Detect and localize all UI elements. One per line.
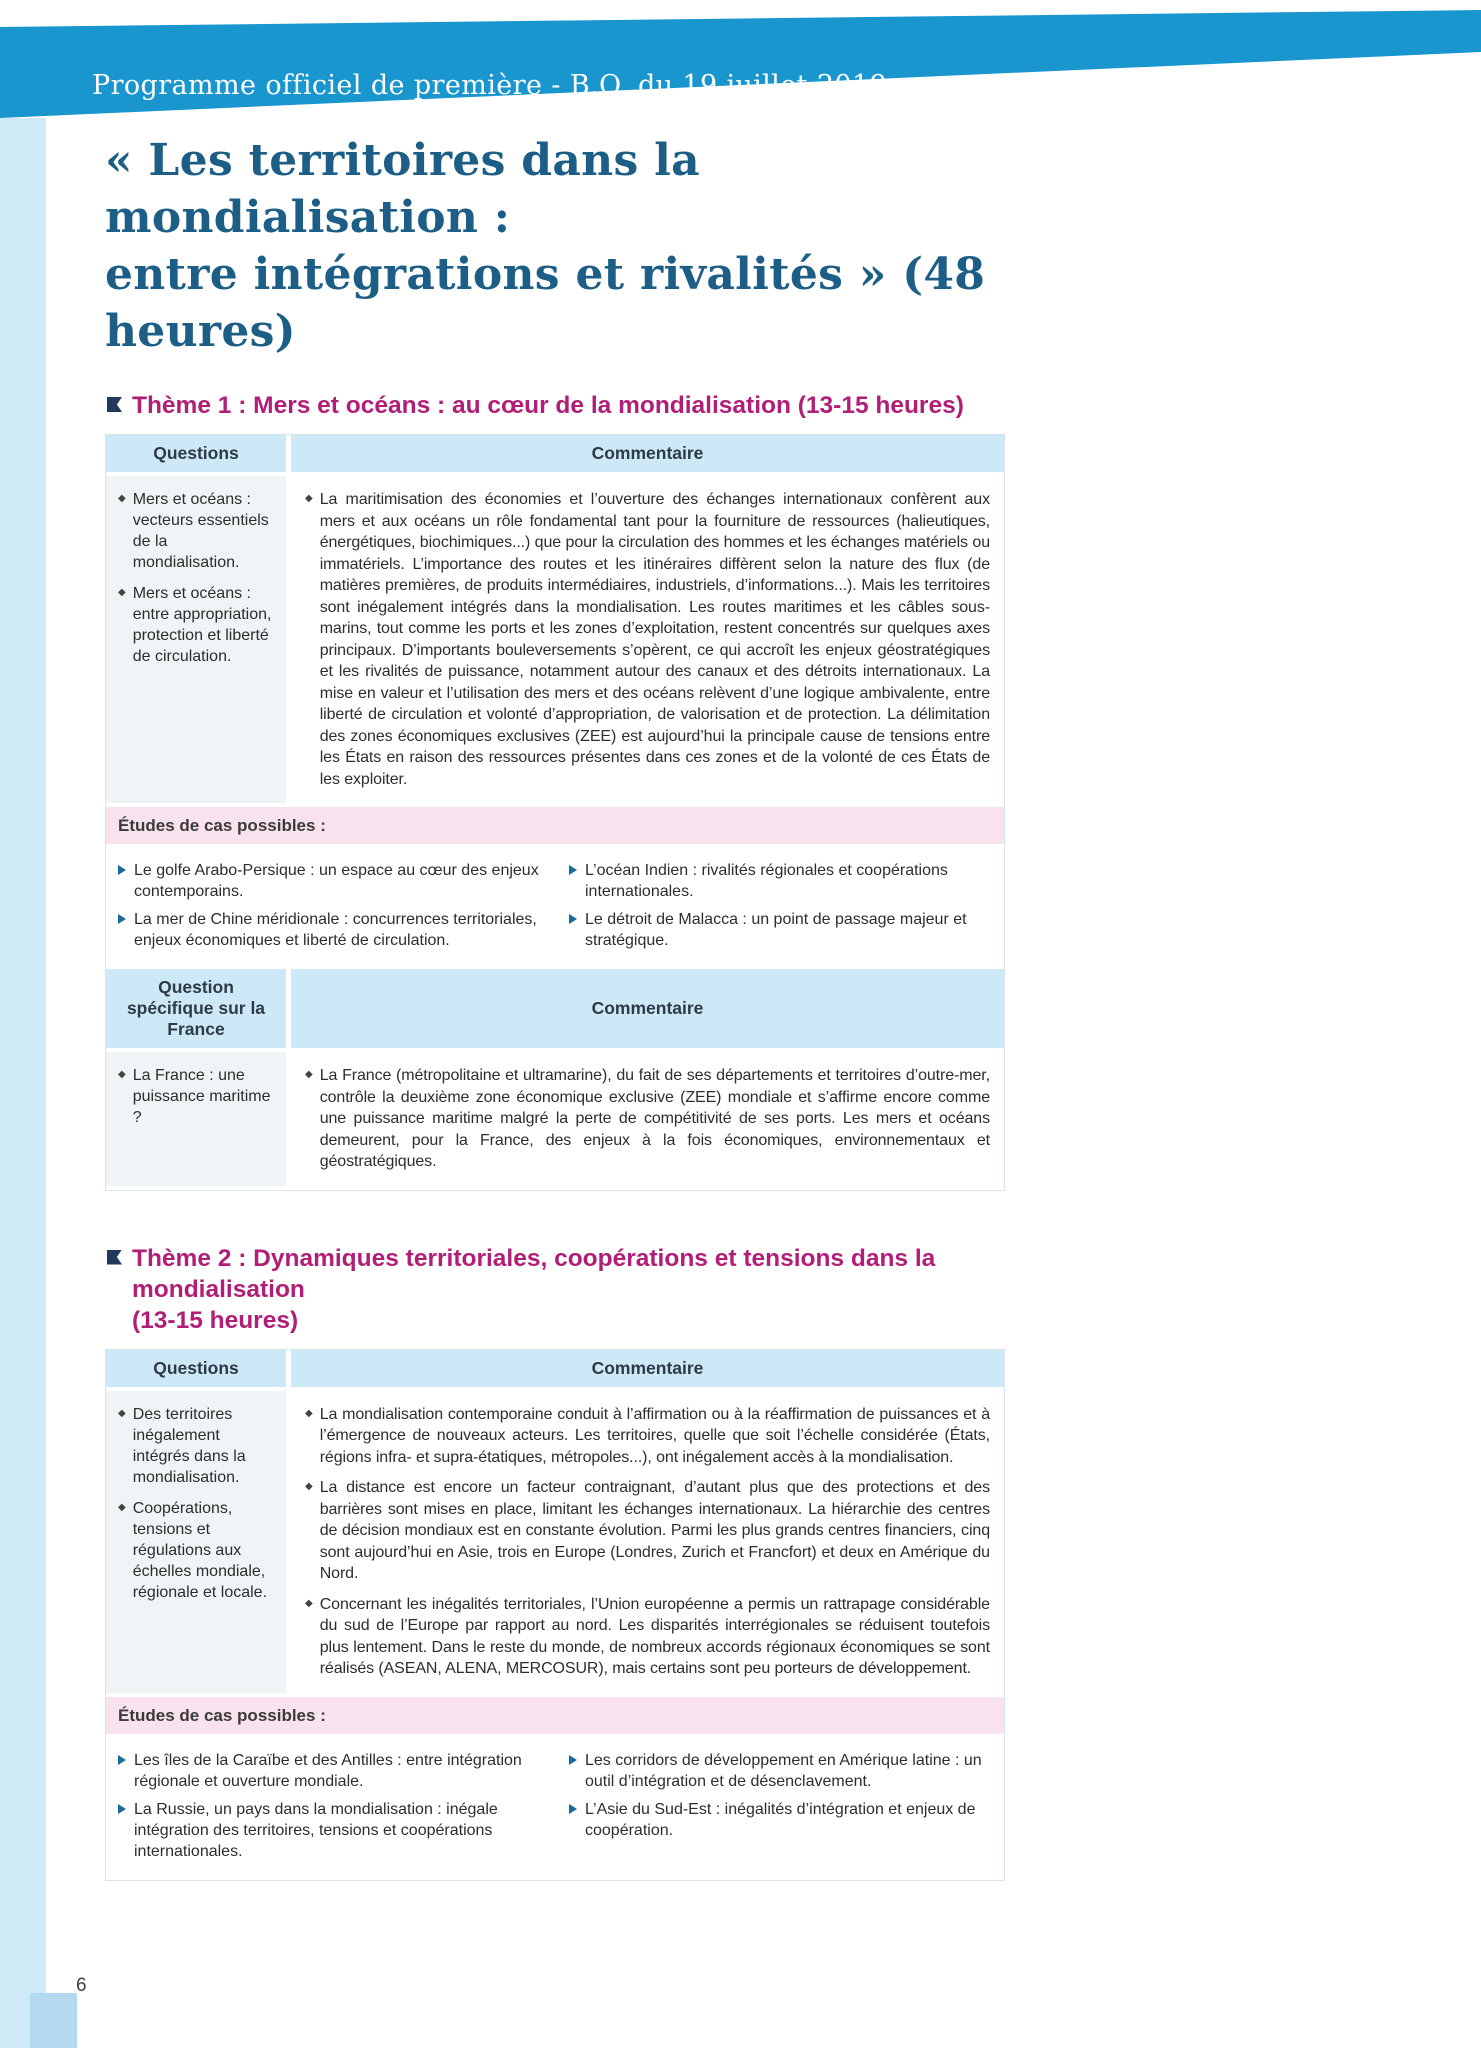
- theme1-case-studies: [106, 844, 1004, 969]
- diamond-bullet-icon: ◆: [305, 1069, 313, 1080]
- theme2-commentaire-cell: [291, 1391, 1004, 1693]
- theme1-table: [105, 434, 1005, 1191]
- arrow-bullet-icon: [569, 1804, 577, 1814]
- case-item: [118, 909, 541, 951]
- question-item: [118, 1498, 276, 1603]
- france-header-row: [106, 969, 1004, 1048]
- question-text: Des territoires inégalement intégrés dans la mondialisation.: [132, 1405, 246, 1486]
- theme-bookmark-icon: [107, 1250, 122, 1265]
- diamond-bullet-icon: ◆: [118, 493, 126, 504]
- commentaire-text: La mondialisation contemporaine conduit à l’affirmation ou à la réaffirmation de puissances et à l’émergence de nouveaux acteurs. Les territoires, quelle que soit l’échelle considérée (États, régions infra- et supra-étatiques, métropoles...), ont inégalement accès à la mondialisation.: [319, 1405, 990, 1466]
- france-row: [106, 1052, 1004, 1186]
- arrow-bullet-icon: [118, 865, 126, 875]
- banner-title: Programme officiel de première - B.O. du 19 juillet 2019: [92, 70, 888, 101]
- question-item: [118, 1065, 276, 1128]
- case-item: [569, 860, 992, 902]
- theme2-heading-text: [132, 1243, 1005, 1336]
- question-text: Coopérations, tensions et régulations aux échelles mondiale, régionale et locale.: [132, 1499, 268, 1601]
- diamond-bullet-icon: ◆: [305, 1597, 313, 1609]
- diamond-bullet-icon: ◆: [118, 1069, 126, 1080]
- question-item: [118, 583, 276, 667]
- diamond-bullet-icon: ◆: [118, 587, 126, 598]
- case-item: [118, 1799, 541, 1862]
- theme2-case-studies-band: Études de cas possibles :: [106, 1697, 1004, 1734]
- case-item: [569, 909, 992, 951]
- theme1-main-row: [106, 476, 1004, 803]
- commentaire-header-cell: Commentaire: [291, 969, 1004, 1048]
- page-title-line1: « Les territoires dans la mondialisation :: [105, 135, 700, 243]
- arrow-bullet-icon: [118, 1755, 126, 1765]
- theme1-case-studies-band: Études de cas possibles :: [106, 807, 1004, 844]
- case-text: La mer de Chine méridionale : concurrences territoriales, enjeux économiques et liberté de circulation.: [134, 911, 537, 949]
- arrow-bullet-icon: [569, 914, 577, 924]
- commentaire-item: [305, 1477, 990, 1585]
- arrow-bullet-icon: [118, 1804, 126, 1814]
- commentaire-item: [305, 489, 990, 790]
- case-item: [569, 1799, 992, 1841]
- commentaire-item: [305, 1594, 990, 1680]
- case-column-right: [569, 860, 992, 951]
- commentaire-item: [305, 1065, 990, 1173]
- commentaire-header-cell: Commentaire: [291, 435, 1004, 472]
- theme2-heading-line1: Thème 2 : Dynamiques territoriales, coopérations et tensions dans la mondialisation: [132, 1244, 936, 1303]
- arrow-bullet-icon: [118, 914, 126, 924]
- case-column-left: [118, 1750, 541, 1862]
- theme1-commentaire-cell: [291, 476, 1004, 803]
- arrow-bullet-icon: [569, 865, 577, 875]
- theme2-heading-line2: (13-15 heures): [132, 1306, 299, 1334]
- page-content: [105, 132, 1005, 1881]
- page-number: 6: [76, 1975, 87, 1996]
- case-text: L’océan Indien : rivalités régionales et coopérations internationales.: [585, 862, 948, 900]
- left-strip-accent-square: [30, 1993, 77, 2048]
- france-question-cell: [106, 1052, 286, 1186]
- left-margin-strip: [0, 118, 46, 2048]
- case-text: Les corridors de développement en Amérique latine : un outil d’intégration et de désenclavement.: [585, 1751, 982, 1790]
- theme2-case-studies: [106, 1734, 1004, 1880]
- case-text: Le détroit de Malacca : un point de passage majeur et stratégique.: [585, 911, 967, 949]
- question-item: [118, 1404, 276, 1488]
- theme2-table: [105, 1349, 1005, 1881]
- diamond-bullet-icon: ◆: [305, 493, 313, 504]
- case-item: [118, 860, 541, 902]
- commentaire-text: Concernant les inégalités territoriales, l’Union européenne a permis un rattrapage considérable du sud de l’Europe par rapport au nord. Les disparités interrégionales se réduisent toutefois plus lentement. Dans le reste du monde, de nombreux accords régionaux économiques se sont réalisés (ASEAN, ALENA, MERCOSUR), mais certains sont peu porteurs de développement.: [319, 1595, 990, 1677]
- question-text: Mers et océans : entre appropriation, protection et liberté de circulation.: [132, 585, 272, 665]
- case-item: [569, 1750, 992, 1792]
- theme1-table-header: [106, 435, 1004, 472]
- top-banner: [0, 0, 1481, 122]
- case-text: La Russie, un pays dans la mondialisation : inégale intégration des territoires, tensions et coopérations internationales.: [134, 1800, 498, 1860]
- theme2-questions-cell: [106, 1391, 286, 1693]
- page-title-line2: entre intégrations et rivalités » (48 heures): [105, 249, 986, 357]
- questions-header-cell: Questions: [106, 435, 286, 472]
- case-item: [118, 1750, 541, 1792]
- commentaire-text: La distance est encore un facteur contraignant, d’autant plus que des protections et des barrières sont mises en place, limitant les échanges internationaux. La hiérarchie des centres de décision mondiaux est en constante évolution. Parmi les plus grands centres financiers, cinq sont aujourd’hui en Asie, trois en Europe (Londres, Zurich et Francfort) et deux en Amérique du Nord.: [319, 1479, 990, 1582]
- diamond-bullet-icon: ◆: [305, 1407, 313, 1419]
- commentaire-text: La maritimisation des économies et l’ouverture des échanges internationaux confèrent aux mers et aux océans un rôle fondamental tant pour la fourniture de ressources (halieutiques, énergétiques, biochimiques...) que pour la circulation des hommes et les échanges matériels ou immatériels. L’importance des routes et les itinéraires diffèrent selon la nature des flux (de matières premières, de produits intermédiaires, industriels, d’informations...). Mais les territoires sont inégalement intégrés dans la mondialisation. Les routes maritimes et les câbles sous-marins, tout comme les ports et les zones d’exploitation, restent concentrés sur quelques axes principaux. D’importants bouleversements s’opèrent, ce qui accroît les enjeux géostratégiques et les rivalités de puissance, notamment autour des canaux et des détroits internationaux. La mise en valeur et l’utilisation des mers et des océans relèvent d’une logique ambivalente, entre liberté de circulation et volonté d’appropriation, de valorisation et de protection. La délimitation des zones économiques exclusives (ZEE) est aujourd’hui la principale cause de tensions entre les États en raison des ressources présentes dans ces zones et de la volonté de ces États de les exploiter.: [319, 491, 990, 788]
- diamond-bullet-icon: ◆: [305, 1481, 313, 1492]
- theme2-heading: [105, 1243, 1005, 1336]
- arrow-bullet-icon: [569, 1755, 577, 1765]
- theme2-main-row: [106, 1391, 1004, 1693]
- theme1-questions-cell: [106, 476, 286, 803]
- question-specifique-header-cell: Question spécifique sur la France: [106, 969, 286, 1048]
- question-item: [118, 489, 276, 573]
- theme1-heading-text: Thème 1 : Mers et océans : au cœur de la mondialisation (13-15 heures): [132, 392, 964, 419]
- france-commentaire-cell: [291, 1052, 1004, 1186]
- case-column-right: [569, 1750, 992, 1862]
- theme1-heading: [105, 390, 1005, 421]
- case-text: Les îles de la Caraïbe et des Antilles : entre intégration régionale et ouverture mondiale.: [134, 1751, 522, 1790]
- question-text: Mers et océans : vecteurs essentiels de la mondialisation.: [132, 491, 269, 571]
- questions-header-cell: Questions: [106, 1350, 286, 1387]
- commentaire-item: [305, 1404, 990, 1469]
- question-text: La France : une puissance maritime ?: [132, 1067, 271, 1126]
- theme2-table-header: [106, 1350, 1004, 1387]
- theme-bookmark-icon: [107, 397, 122, 412]
- diamond-bullet-icon: ◆: [118, 1501, 126, 1513]
- page-title: [105, 132, 1005, 360]
- commentaire-text: La France (métropolitaine et ultramarine), du fait de ses départements et territoires d’outre-mer, contrôle la deuxième zone économique exclusive (ZEE) mondiale et s’affirme encore comme une puissance maritime malgré la perte de compétitivité de ses ports. Les mers et océans demeurent, pour la France, des enjeux à la fois économiques, environnementaux et géostratégiques.: [319, 1067, 990, 1170]
- commentaire-header-cell: Commentaire: [291, 1350, 1004, 1387]
- case-column-left: [118, 860, 541, 951]
- case-text: L’Asie du Sud-Est : inégalités d’intégration et enjeux de coopération.: [585, 1800, 976, 1839]
- case-text: Le golfe Arabo-Persique : un espace au cœur des enjeux contemporains.: [134, 862, 539, 900]
- diamond-bullet-icon: ◆: [118, 1407, 126, 1419]
